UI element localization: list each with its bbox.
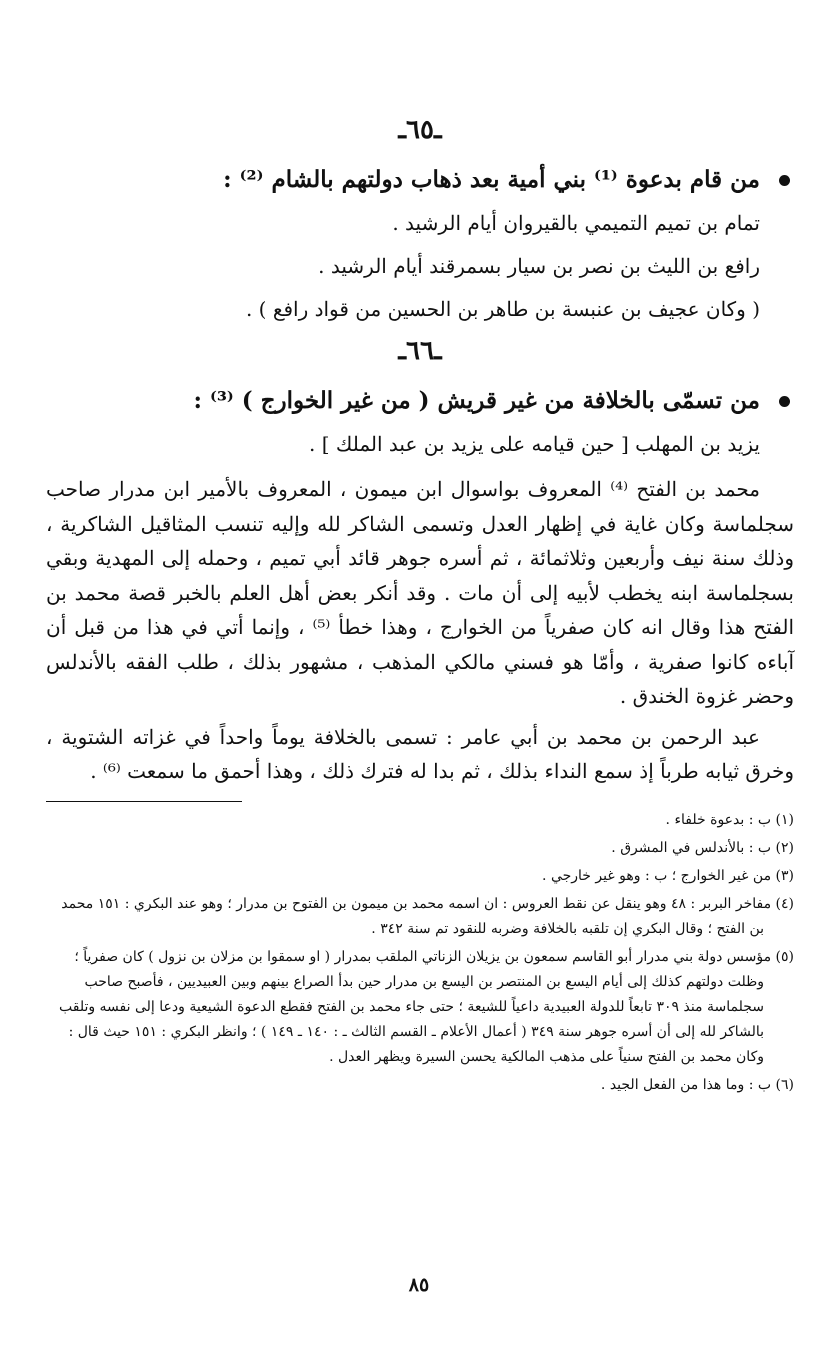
footnote: (٦) ب : وما هذا من الفعل الجيد . — [600, 1076, 794, 1093]
page-number: ٨٥ — [408, 1274, 430, 1296]
footnote: (٣) من غير الخوارج ؛ ب : وهو غير خارجي . — [542, 867, 794, 884]
section-number: ـ٦٦ـ — [398, 336, 442, 366]
section-66 — [46, 331, 794, 789]
entry-line: يزيد بن المهلب [ حين قيامه على يزيد بن عبد الملك ] . — [309, 432, 760, 456]
section-heading-text: من قام بدعوة ⁽¹⁾ بني أمية بعد ذهاب دولتهم بالشام ⁽²⁾ : — [223, 166, 760, 193]
body-paragraph: عبد الرحمن بن محمد بن أبي عامر : تسمى بالخلافة يوماً واحداً في غزاته الشتوية ، وخرق ثيابه طرباً إذ سمع النداء بذلك ، ثم بدا له فترك ذلك ، وهذا أحمق ما سمعت ⁽⁶⁾ . — [46, 724, 794, 783]
section-65 — [46, 110, 794, 331]
section-heading-text: من تسمّى بالخلافة من غير قريش ( من غير الخوارج ) ⁽³⁾ : — [193, 387, 760, 414]
footnote: (٥) مؤسس دولة بني مدرار أبو القاسم سمعون بن يزيلان الزناتي الملقب بمدرار ( او سمقوا بن مزلان بن نزول ) كان صفرياً ؛ وظلت دولتهم كذلك إلى أيام اليسع بن المنتصر بن اليسع بن مدرار حين بدأ الصراع بينهم وبين العبيديين ، فأصبح صاحب سجلماسة منذ ٣٠٩ تابعاً للدولة العبيدية داعياً للشيعة ؛ حتى جاء محمد بن الفتح فقطع الدعوة الشيعية ودعا إلى نفسه وتلقب بالشاكر لله إلى أن أسره جوهر سنة ٣٤٩ ( أعمال الأعلام ـ القسم الثالث ـ : ١٤٠ ـ ١٤٩ ) ؛ وانظر البكري : ١٥١ حيث قال : وكان محمد بن الفتح سنياً على مذهب المالكية يحسن السيرة ويظهر العدل . — [58, 948, 794, 1065]
section-heading — [46, 158, 794, 202]
entry-line: ( وكان عجيف بن عنبسة بن طاهر بن الحسين من قواد رافع ) . — [245, 297, 760, 321]
body-paragraph: محمد بن الفتح ⁽⁴⁾ المعروف بواسوال ابن ميمون ، المعروف بالأمير ابن مدرار صاحب سجلماسة وكان غاية في إظهار العدل وتسمى الشاكر لله وإليه تنسب المثاقيل الشاكرية ، وذلك سنة نيف وأربعين وثلاثمائة ، ثم أسره جوهر قائد أبي تميم ، وحمله إلى المهدية وبقي بسجلماسة ابنه يخطب لأبيه إلى أن مات . وقد أنكر بعض أهل العلم بالخبر قصة محمد بن الفتح هذا وقال انه كان صفرياً من الخوارج ، وهذا خطأ ⁽⁵⁾ ، وإنما أتي في هذا من قبل أن آباءه كانوا صفرية ، وأمّا هو فسني مالكي المذهب ، مشهور بذلك ، طلب الفقه بالأندلس وحضر غزوة الخندق . — [46, 477, 795, 708]
bullet-icon — [779, 396, 790, 407]
section-number: ـ٦٥ـ — [398, 115, 442, 145]
footnote-divider — [46, 801, 242, 802]
footnote: (٤) مفاخر البربر : ٤٨ وهو ينقل عن نقط العروس : ان اسمه محمد بن ميمون بن الفتوح بن مدرار ؛ وهو عند البكري : ١٥١ محمد بن الفتح ؛ وقال البكري إن تلقبه بالخلافة وضربه للنقود تم سنة ٣٤٢ . — [61, 895, 794, 937]
bullet-icon — [779, 175, 790, 186]
entry-line: رافع بن الليث بن نصر بن سيار بسمرقند أيام الرشيد . — [318, 254, 760, 278]
footnote: (٢) ب : بالأندلس في المشرق . — [611, 839, 794, 856]
section-heading — [46, 379, 794, 423]
footnote: (١) ب : بدعوة خلفاء . — [665, 811, 794, 828]
entry-line: تمام بن تميم التميمي بالقيروان أيام الرشيد . — [392, 211, 760, 235]
footnotes — [46, 808, 794, 1098]
